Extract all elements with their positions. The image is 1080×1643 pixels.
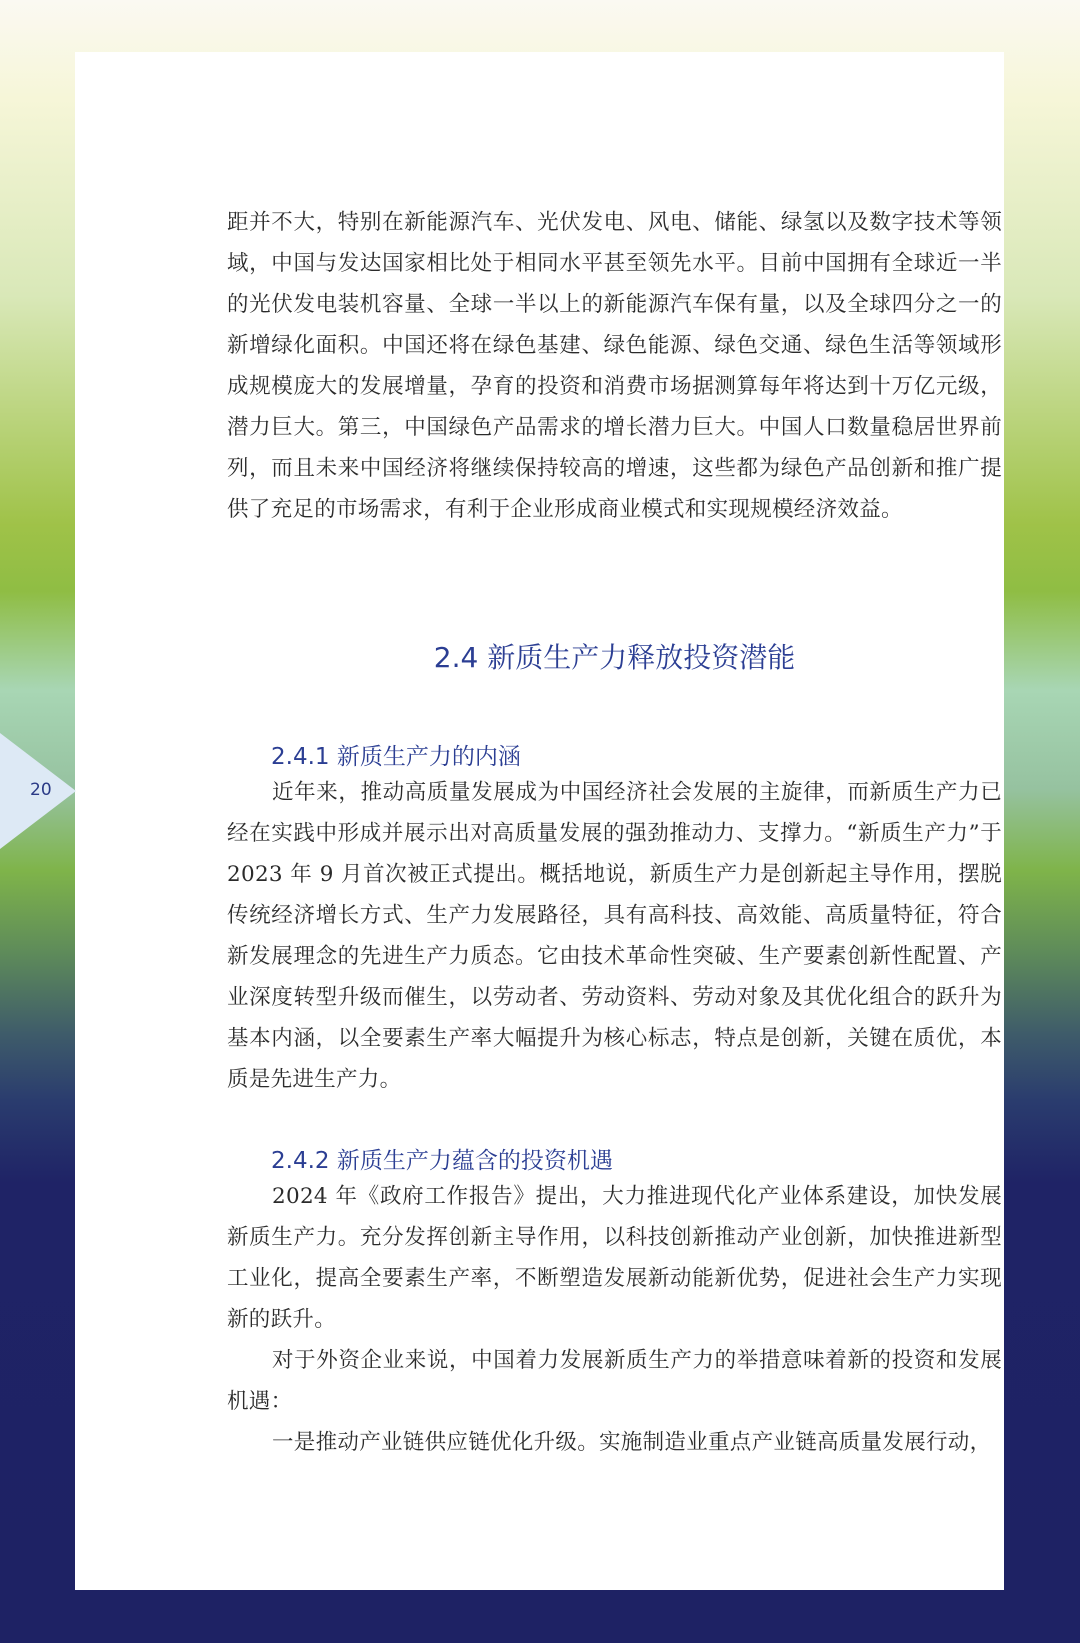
subsection-1-paragraph: 近年来，推动高质量发展成为中国经济社会发展的主旋律，而新质生产力已经在实践中形成并展示出对高质量发展的强劲推动力、支撑力。“新质生产力”于 2023 年 9 月首次被正式提出。概括地说，新质生产力是创新起主导作用，摆脱传统经济增长方式、生产力发展路径，具有高科技、高效能、高质量特征，符合新发展理念的先进生产力质态。它由技术革命性突破、生产要素创新性配置、产业深度转型升级而催生，以劳动者、劳动资料、劳动对象及其优化组合的跃升为基本内涵，以全要素生产率大幅提升为核心标志，特点是创新，关键在质优，本质是先进生产力。: [227, 780, 1002, 1092]
subsection-1-title: 2.4.1 新质生产力的内涵: [271, 744, 521, 770]
document-page: [75, 52, 1004, 1590]
section-title: 2.4 新质生产力释放投资潜能: [433, 641, 796, 674]
subsection-2-title: 2.4.2 新质生产力蕴含的投资机遇: [271, 1148, 613, 1174]
page-number: 20: [30, 780, 52, 800]
subsection-1-text: [227, 772, 1002, 1100]
subsection-2-text: [227, 1176, 1002, 1463]
intro-paragraph: 距并不大，特别在新能源汽车、光伏发电、风电、储能、绿氢以及数字技术等领域，中国与发达国家相比处于相同水平甚至领先水平。目前中国拥有全球近一半的光伏发电装机容量、全球一半以上的新能源汽车保有量，以及全球四分之一的新增绿化面积。中国还将在绿色基建、绿色能源、绿色交通、绿色生活等领域形成规模庞大的发展增量，孕育的投资和消费市场据测算每年将达到十万亿元级，潜力巨大。第三，中国绿色产品需求的增长潜力巨大。中国人口数量稳居世界前列，而且未来中国经济将继续保持较高的增速，这些都为绿色产品创新和推广提供了充足的市场需求，有利于企业形成商业模式和实现规模经济效益。: [227, 210, 1002, 522]
subsection-2-paragraph-3: 一是推动产业链供应链优化升级。实施制造业重点产业链高质量发展行动，: [272, 1430, 992, 1455]
subsection-2-paragraph-1: 2024 年《政府工作报告》提出，大力推进现代化产业体系建设，加快发展新质生产力。充分发挥创新主导作用，以科技创新推动产业创新，加快推进新型工业化，提高全要素生产率，不断塑造发展新动能新优势，促进社会生产力实现新的跃升。: [227, 1184, 1002, 1332]
intro-text-block: [227, 202, 1002, 530]
subsection-2-paragraph-2: 对于外资企业来说，中国着力发展新质生产力的举措意味着新的投资和发展机遇：: [227, 1348, 1002, 1414]
